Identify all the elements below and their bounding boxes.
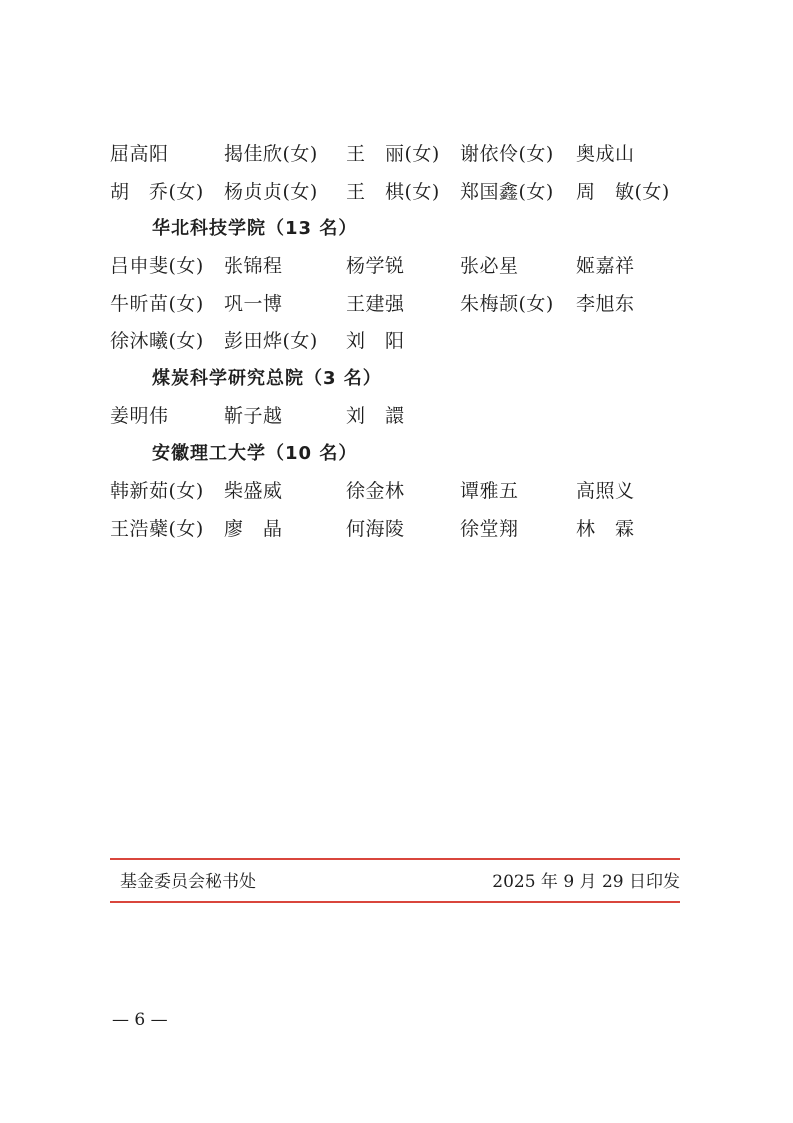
section-heading: 安徽理工大学（10 名）	[152, 443, 358, 464]
name-cell: 杨贞贞(女)	[224, 181, 318, 203]
name-cell: 徐沐曦(女)	[110, 330, 204, 352]
section-heading: 煤炭科学研究总院（3 名）	[152, 368, 382, 389]
name-cell: 王建强	[346, 293, 405, 315]
footer-top-rule	[110, 858, 680, 860]
name-cell: 揭佳欣(女)	[224, 143, 318, 165]
name-cell: 巩一博	[224, 293, 283, 315]
name-cell: 何海陵	[346, 518, 405, 540]
name-cell: 徐堂翔	[460, 518, 519, 540]
name-cell: 谢依伶(女)	[460, 143, 554, 165]
name-cell: 奥成山	[576, 143, 635, 165]
name-cell: 张锦程	[224, 255, 283, 277]
name-cell: 彭田烨(女)	[224, 330, 318, 352]
name-cell: 高照义	[576, 480, 635, 502]
issuer-text: 基金委员会秘书处	[120, 872, 256, 892]
name-cell: 周 敏(女)	[576, 181, 670, 203]
page-number: — 6 —	[112, 1010, 168, 1030]
name-cell: 林 霖	[576, 518, 635, 540]
name-cell: 靳子越	[224, 405, 283, 427]
name-cell: 徐金林	[346, 480, 405, 502]
name-cell: 李旭东	[576, 293, 635, 315]
name-cell: 屈高阳	[110, 143, 169, 165]
name-cell: 柴盛威	[224, 480, 283, 502]
name-cell: 牛昕苗(女)	[110, 293, 204, 315]
name-cell: 杨学锐	[346, 255, 405, 277]
name-cell: 刘 譞	[346, 405, 405, 427]
section-heading: 华北科技学院（13 名）	[152, 218, 358, 239]
issue-date: 2025 年 9 月 29 日印发	[492, 872, 680, 892]
name-cell: 胡 乔(女)	[110, 181, 204, 203]
name-cell: 吕申斐(女)	[110, 255, 204, 277]
name-cell: 张必星	[460, 255, 519, 277]
name-cell: 姬嘉祥	[576, 255, 635, 277]
name-cell: 韩新茹(女)	[110, 480, 204, 502]
name-cell: 廖 晶	[224, 518, 283, 540]
name-cell: 王 棋(女)	[346, 181, 440, 203]
name-cell: 刘 阳	[346, 330, 405, 352]
name-cell: 谭雅五	[460, 480, 519, 502]
name-cell: 姜明伟	[110, 405, 169, 427]
footer-bottom-rule	[110, 901, 680, 903]
name-cell: 郑国鑫(女)	[460, 181, 554, 203]
name-cell: 王 丽(女)	[346, 143, 440, 165]
name-cell: 朱梅颉(女)	[460, 293, 554, 315]
name-cell: 王浩蘗(女)	[110, 518, 204, 540]
